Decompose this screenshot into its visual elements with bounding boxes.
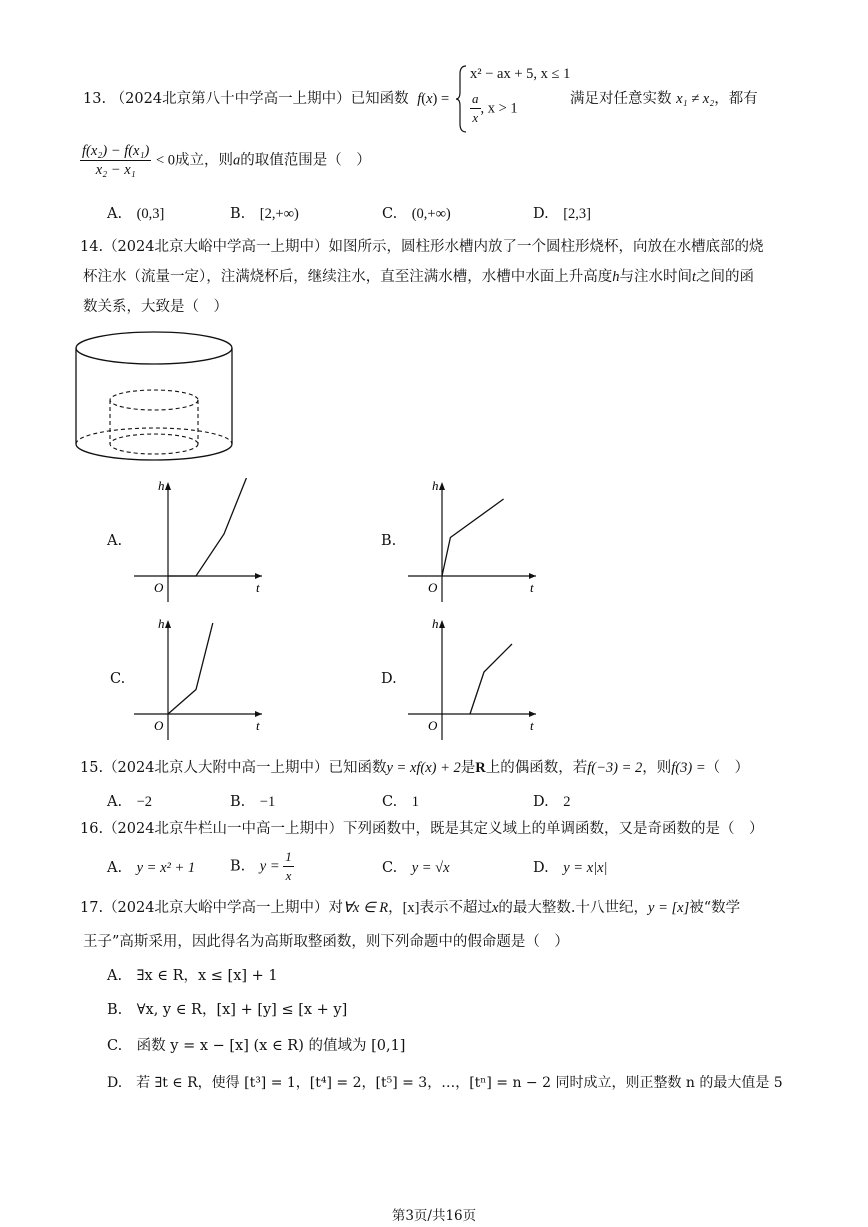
q17-option-d[interactable]: D. 若 ∃t ∈ R，使得 [t³] = 1，[t⁴] = 2，[t⁵] = 3，…，[tⁿ] = n − 2 同时成立，则正整数 n 的最大值是 5 <box>107 1075 783 1091</box>
q14-option-c-graph[interactable] <box>130 616 270 741</box>
h-axis-label: h <box>158 616 165 631</box>
q17-option-a[interactable]: A. ∃x ∈ R，x ≤ [x] + 1 <box>107 968 278 984</box>
graph-curve <box>442 499 504 576</box>
q13-condition: 满足对任意实数 x₁ ≠ x₂，都有 <box>570 91 758 107</box>
origin-label: O <box>154 580 164 595</box>
q14-stem-line1: 14.（2024北京大峪中学高一上期中）如图所示，圆柱形水槽内放了一个圆柱形烧杯，向放在水槽底部的烧 <box>80 239 764 255</box>
t-axis-label: t <box>256 718 260 733</box>
h-axis-label: h <box>158 478 165 493</box>
q17-option-b[interactable]: B. ∀x, y ∈ R，[x] + [y] ≤ [x + y] <box>107 1002 348 1018</box>
graph-curve <box>168 478 246 576</box>
cylinder-figure <box>74 328 240 468</box>
q16-option-c[interactable]: C. y = √x <box>382 860 450 876</box>
graph-curve <box>168 623 213 714</box>
q16-option-d[interactable]: D. y = x|x| <box>533 860 608 876</box>
h-axis-arrow-icon <box>439 482 445 490</box>
q14-stem-line3: 数关系，大致是（ ） <box>83 299 228 315</box>
q14-option-d-graph[interactable] <box>404 616 544 741</box>
brace-icon <box>456 64 468 134</box>
q13-option-d[interactable]: D. [2,3] <box>533 206 592 222</box>
q13-option-b[interactable]: B. [2,+∞) <box>230 206 299 222</box>
t-axis-arrow-icon <box>529 573 536 579</box>
origin-label: O <box>428 580 438 595</box>
h-axis-label: h <box>432 616 439 631</box>
q16-stem: 16.（2024北京牛栏山一中高一上期中）下列函数中，既是其定义域上的单调函数，又是奇函数的是（ ） <box>80 821 764 837</box>
h-axis-label: h <box>432 478 439 493</box>
q13-option-c[interactable]: C. (0,+∞) <box>382 206 451 222</box>
q13-stem: 13. （2024北京第八十中学高一上期中）已知函数 f(x) = <box>83 91 450 107</box>
h-axis-arrow-icon <box>165 620 171 628</box>
t-axis-label: t <box>530 580 534 595</box>
t-axis-label: t <box>530 718 534 733</box>
q14-option-b-label[interactable]: B. <box>381 533 397 549</box>
h-axis-arrow-icon <box>165 482 171 490</box>
q14-option-c-label[interactable]: C. <box>110 671 126 687</box>
q16-option-b[interactable]: B. y = $\frac{1}{x}$ <box>230 849 292 883</box>
t-axis-label: t <box>256 580 260 595</box>
piece-two: $\frac{a}{x}$ , x > 1 <box>472 91 518 125</box>
t-axis-arrow-icon <box>255 573 262 579</box>
t-axis-arrow-icon <box>529 711 536 717</box>
q15-option-a[interactable]: A. −2 <box>107 794 153 810</box>
origin-label: O <box>428 718 438 733</box>
q15-option-c[interactable]: C. 1 <box>382 794 419 810</box>
q16-option-a[interactable]: A. y = x² + 1 <box>107 860 196 876</box>
q15-option-d[interactable]: D. 2 <box>533 794 571 810</box>
q14-option-a-label[interactable]: A. <box>107 533 123 549</box>
q17-option-c[interactable]: C. 函数 y = x − [x] (x ∈ R) 的值域为 [0,1] <box>107 1038 406 1054</box>
q14-stem-line2: 杯注水（流量一定），注满烧杯后，继续注水，直至注满水槽，水槽中水面上升高度h与注水时间t之间的函 <box>83 269 755 285</box>
origin-label: O <box>154 718 164 733</box>
t-axis-arrow-icon <box>255 711 262 717</box>
h-axis-arrow-icon <box>439 620 445 628</box>
q14-option-b-graph[interactable] <box>404 478 544 603</box>
q14-option-d-label[interactable]: D. <box>381 671 397 687</box>
q17-stem-line2: 王子”高斯采用，因此得名为高斯取整函数，则下列命题中的假命题是（ ） <box>83 934 569 950</box>
q15-stem: 15.（2024北京人大附中高一上期中）已知函数y = xf(x) + 2是R上的偶函数，若f(−3) = 2，则f(3) =（ ） <box>80 760 750 776</box>
q13-fraction-line: $\frac{\text{f(x₂) − f(x₁)}}{\text{x₂ − x₁}}$ < 0成立，则a的取值范围是（ ） <box>82 143 371 178</box>
page-footer: 第3页/共16页 <box>391 1208 477 1224</box>
q17-stem-line1: 17.（2024北京大峪中学高一上期中）对∀x ∈ R，[x]表示不超过x的最大整数.十八世纪，y = [x]被“数学 <box>80 900 741 916</box>
piece-one: x² − ax + 5, x ≤ 1 <box>470 66 571 82</box>
graph-curve <box>470 644 512 714</box>
q13-option-a[interactable]: A. (0,3] <box>107 206 165 222</box>
q14-option-a-graph[interactable] <box>130 478 270 603</box>
q15-option-b[interactable]: B. −1 <box>230 794 276 810</box>
